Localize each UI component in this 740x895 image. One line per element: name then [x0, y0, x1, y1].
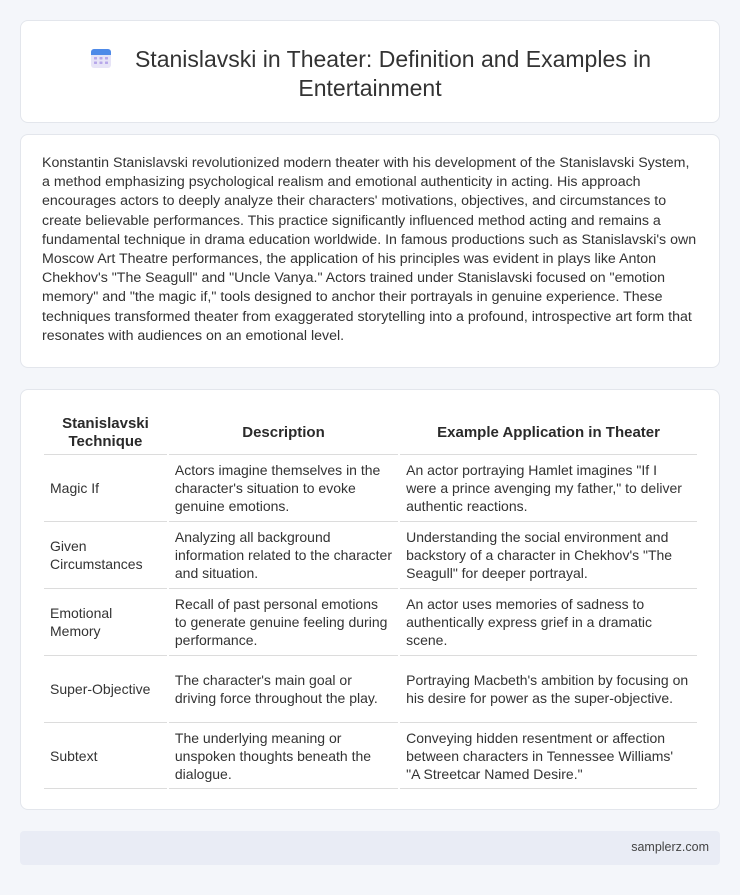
techniques-table [42, 411, 699, 789]
calendar-icon [89, 46, 113, 70]
footer-site-link[interactable]: samplerz.com [631, 840, 709, 854]
example-cell: An actor uses memories of sadness to authentically express grief in a dramatic scene. [400, 588, 697, 655]
page-title: Stanislavski in Theater: Definition and Examples in Entertainment [134, 46, 652, 101]
table-row [44, 521, 697, 588]
technique-cell: Emotional Memory [44, 588, 167, 655]
description-cell: The underlying meaning or unspoken thoughts beneath the dialogue. [169, 722, 398, 789]
description-cell: Recall of past personal emotions to generate genuine feeling during performance. [169, 588, 398, 655]
example-cell: Conveying hidden resentment or affection between characters in Tennessee Williams' "A Streetcar Named Desire." [400, 722, 697, 789]
table-row [44, 588, 697, 655]
table-card [20, 389, 720, 810]
technique-cell: Super-Objective [44, 655, 167, 722]
example-cell: Portraying Macbeth's ambition by focusing on his desire for power as the super-objective. [400, 655, 697, 722]
example-cell: An actor portraying Hamlet imagines "If I were a prince avenging my father," to deliver authentic reactions. [400, 454, 697, 521]
intro-paragraph: Konstantin Stanislavski revolutionized modern theater with his development of the Stanislavski System, a method emphasizing psychological realism and emotional authenticity in acting. His approach encourages actors to deeply analyze their characters' motivations, objectives, and circumstances to create believable performances. This practice significantly influenced method acting and remains a fundamental technique in drama education worldwide. In famous productions such as Stanislavski's own Moscow Art Theatre performances, the application of his principles was evident in plays like Anton Chekhov's "The Seagull" and "Uncle Vanya." Actors trained under Stanislavski focused on "emotion memory" and "the magic if," tools designed to anchor their portrayals in genuine experience. These techniques transformed theater from exaggerated storytelling into a profound, introspective art form that resonates with audiences on an emotional level. [42, 155, 697, 344]
table-row [44, 722, 697, 789]
description-cell: Actors imagine themselves in the character's situation to evoke genuine emotions. [169, 454, 398, 521]
example-cell: Understanding the social environment and backstory of a character in Chekhov's "The Seagull" for deeper portrayal. [400, 521, 697, 588]
table-header-row [44, 411, 697, 454]
technique-cell: Given Circumstances [44, 521, 167, 588]
page-header [21, 45, 719, 103]
description-cell: The character's main goal or driving force throughout the play. [169, 655, 398, 722]
column-header-example: Example Application in Theater [437, 423, 660, 441]
table-row [44, 655, 697, 722]
column-header-description: Description [242, 423, 325, 441]
header-card [20, 20, 720, 123]
footer-bar [20, 831, 720, 865]
technique-cell: Magic If [44, 454, 167, 521]
table-row [44, 454, 697, 521]
technique-cell: Subtext [44, 722, 167, 789]
intro-card [20, 134, 720, 368]
column-header-technique: Stanislavski Technique [62, 414, 149, 450]
description-cell: Analyzing all background information related to the character and situation. [169, 521, 398, 588]
